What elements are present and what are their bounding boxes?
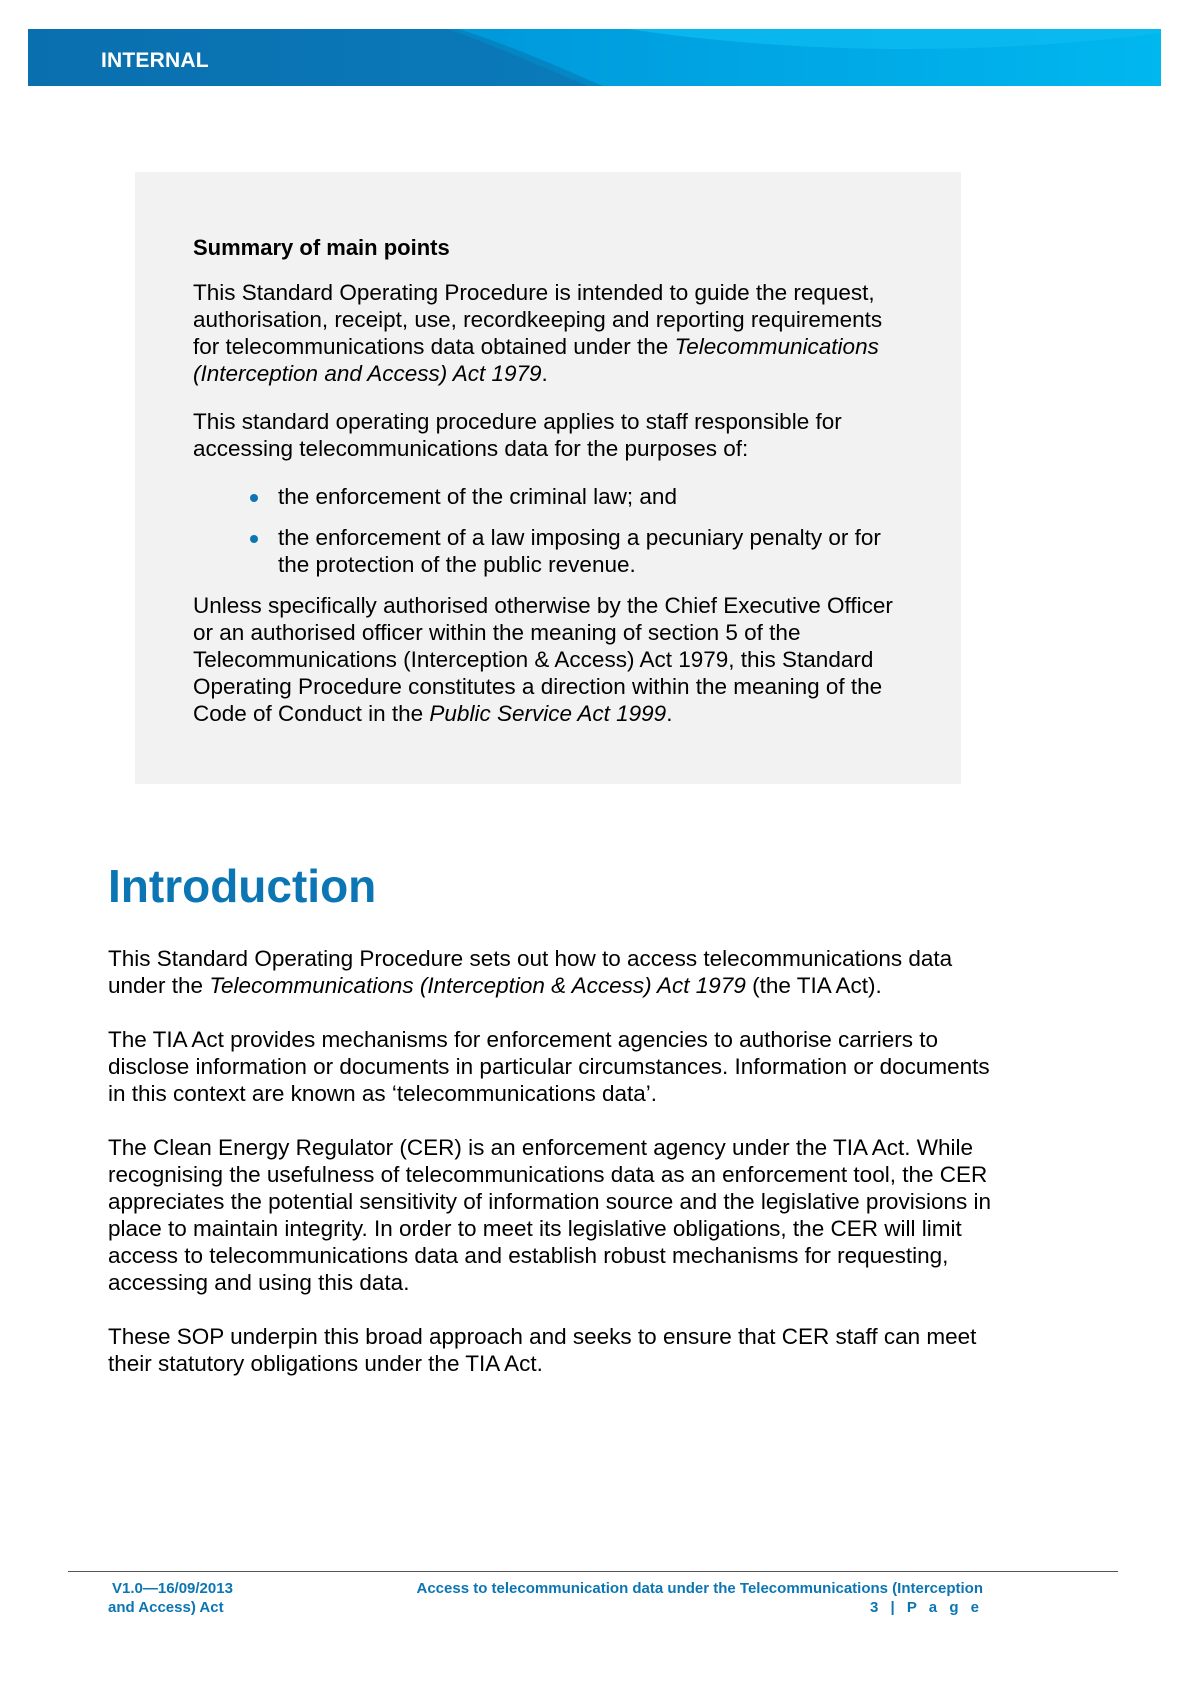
purposes-list bbox=[193, 483, 905, 578]
intro-paragraph bbox=[108, 1134, 1008, 1296]
page-number: 3 | P a g e bbox=[870, 1599, 983, 1616]
bullet-icon bbox=[250, 494, 258, 502]
text-run: This standard operating procedure applies to staff responsible for accessing telecommunications data for the purposes of: bbox=[193, 409, 842, 461]
bullet-icon bbox=[250, 535, 258, 543]
classification-label: INTERNAL bbox=[101, 49, 209, 72]
text-run: (the TIA Act). bbox=[745, 973, 882, 998]
list-item-text: the enforcement of the criminal law; and bbox=[278, 484, 677, 509]
introduction-section bbox=[108, 858, 1008, 1404]
text-run: These SOP underpin this broad approach and seeks to ensure that CER staff can meet their statutory obligations under the TIA Act. bbox=[108, 1324, 977, 1376]
summary-closing-paragraph bbox=[193, 592, 905, 727]
intro-paragraph bbox=[108, 1026, 1008, 1107]
version-text: V1.0—16/09/2013 bbox=[112, 1580, 233, 1597]
text-run: The TIA Act provides mechanisms for enforcement agencies to authorise carriers to disclose information or documents in particular circumstances. Information or documents in this context are known as ‘telecommunications data’. bbox=[108, 1027, 990, 1106]
summary-title: Summary of main points bbox=[193, 235, 450, 260]
summary-paragraph bbox=[193, 279, 905, 387]
text-run: The Clean Energy Regulator (CER) is an enforcement agency under the TIA Act. While recognising the usefulness of telecommunications data as an enforcement tool, the CER appreciates the potential sensitivity of information source and the legislative provisions in place to maintain integrity. In order to meet its legislative obligations, the CER will limit access to telecommunications data and establish robust mechanisms for requesting, accessing and using this data. bbox=[108, 1135, 991, 1295]
header-banner bbox=[28, 29, 1161, 86]
list-item-text: the enforcement of a law imposing a pecuniary penalty or for the protection of the public revenue. bbox=[278, 525, 881, 577]
footer-divider bbox=[68, 1571, 1118, 1572]
footer-version bbox=[108, 1579, 278, 1617]
act-title-italic: Telecommunications (Interception & Access) Act 1979 bbox=[209, 973, 746, 998]
list-item bbox=[193, 524, 905, 578]
version-text-cont: and Access) Act bbox=[108, 1599, 224, 1616]
text-run: This Standard Operating Procedure sets out how to access telecommunications data under the bbox=[108, 946, 953, 998]
summary-content bbox=[193, 234, 905, 727]
footer-document-title bbox=[370, 1579, 983, 1617]
document-title-text: Access to telecommunication data under the Telecommunications (Interception bbox=[416, 1580, 983, 1597]
text-run: . bbox=[541, 361, 548, 386]
text-run: . bbox=[666, 701, 673, 726]
act-title-italic: Public Service Act 1999 bbox=[429, 701, 667, 726]
section-heading: Introduction bbox=[108, 860, 377, 912]
act-title-italic: Telecommunications (Interception and Access) Act 1979 bbox=[193, 334, 879, 386]
intro-paragraph bbox=[108, 945, 1008, 999]
summary-box bbox=[135, 172, 961, 784]
list-item bbox=[193, 483, 905, 510]
text-run: Unless specifically authorised otherwise by the Chief Executive Officer or an authorised officer within the meaning of section 5 of the Telecommunications (Interception & Access) Act 1979, this Standard Operating Procedure constitutes a direction within the meaning of the Code of Conduct in the bbox=[193, 593, 893, 726]
summary-paragraph bbox=[193, 408, 905, 462]
intro-paragraph bbox=[108, 1323, 1008, 1377]
text-run: This Standard Operating Procedure is intended to guide the request, authorisation, receipt, use, recordkeeping and reporting requirements for telecommunications data obtained under the bbox=[193, 280, 883, 359]
